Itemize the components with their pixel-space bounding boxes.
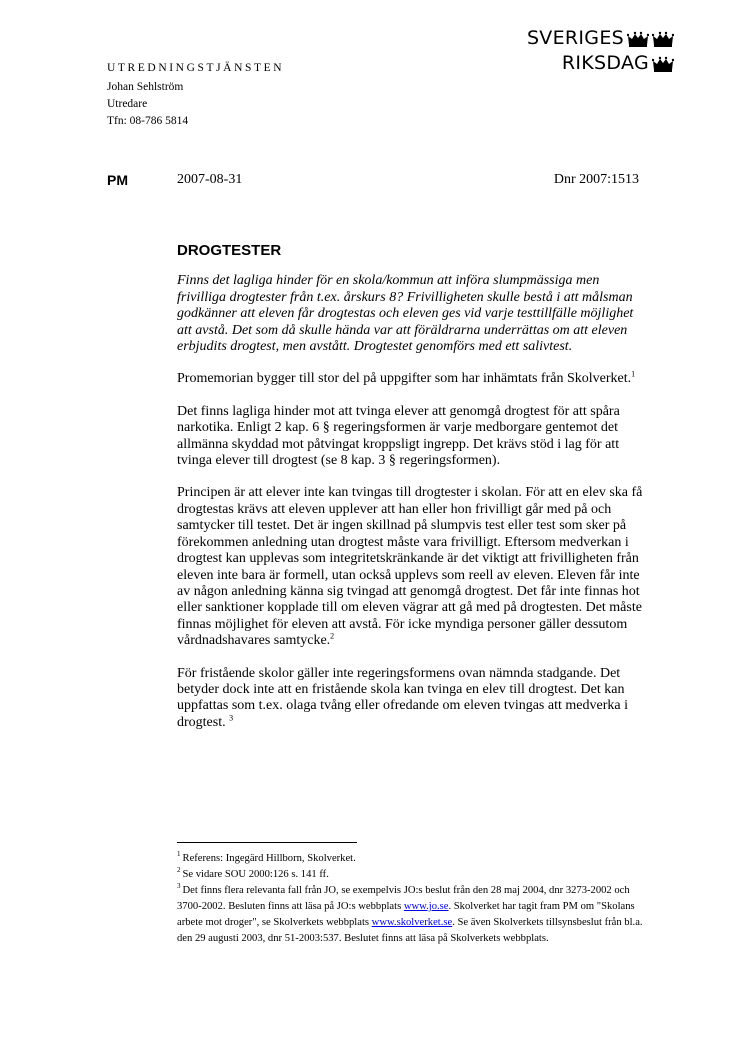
footnote-text: Det finns flera relevanta fall från JO, se exempelvis JO:s beslut från den 28 maj 2004, dnr 3273-2002 och 3700-2002. Besluten finns att läsa på JO:s webbplats: [177, 885, 630, 912]
footnote-ref[interactable]: 3: [229, 713, 234, 723]
author-role: Utredare: [107, 98, 148, 110]
footnote-3: [177, 883, 647, 947]
logo-text-sveriges: SVERIGES: [526, 27, 624, 49]
paragraph-text: Det finns lagliga hinder mot att tvinga elever att genomgå drogtest för att spåra narkotika. Enligt 2 kap. 6 § regeringsformen är varje medborgare gentemot det allmänna skyddad mot påtvingat kroppsligt ingrepp. Det krävs stöd i lag för att tvinga elever till drogtest (se 8 kap. 3 § regeringsformen).: [177, 403, 620, 469]
author-contact: [107, 79, 188, 130]
jo-website-link[interactable]: www.jo.se: [403, 901, 449, 912]
memo-body: [177, 243, 647, 747]
footnote-1: [177, 851, 647, 867]
footnote-text: . Se även Skolverkets tillsynsbeslut från bl.a. den 29 augusti 2003, dnr 51-2003:537. Beslutet finns att läsa på Skolverkets webbplats.: [177, 917, 643, 944]
paragraph-3: [177, 485, 647, 649]
memo-type-label: PM: [107, 172, 128, 188]
crown-icon: [652, 56, 674, 72]
footnotes: [177, 851, 647, 947]
footnote-number: 2: [177, 866, 181, 875]
logo-line-1: [527, 26, 674, 51]
skolverket-website-link[interactable]: www.skolverket.se: [371, 917, 453, 928]
crown-icon: [627, 31, 649, 47]
footnote-2: [177, 867, 647, 883]
footnote-text: Se vidare SOU 2000:126 s. 141 ff.: [182, 869, 329, 880]
memo-title: DROGTESTER: [177, 242, 282, 259]
logo-line-2: [527, 51, 674, 76]
paragraph-2: [177, 404, 647, 470]
footnote-ref[interactable]: 2: [330, 631, 335, 641]
memo-date: 2007-08-31: [177, 172, 243, 187]
footnote-ref[interactable]: 1: [631, 369, 636, 379]
paragraph-text: För fristående skolor gäller inte regeringsformens ovan nämnda stadgande. Det betyder dock inte att en fristående skola kan tvinga en elev till drogtest. Det kan uppfattas som t.ex. olaga tvång eller ofredande om eleven tvingas att medverka i drogtest.: [177, 665, 628, 730]
intro-question: Finns det lagliga hinder för en skola/kommun att införa slumpmässiga men frivilliga drogtester från t.ex. årskurs 8? Frivilligheten skulle bestå i att målsman godkänner att eleven får drogtestas och eleven ges vid varje testtillfälle möjlighet att avstå. Det som då skulle hända var att föräldrarna underrättas om att eleven erbjudits drogtest, men avstått. Drogtestet genomförs med ett salivtest.: [177, 273, 634, 355]
author-phone: Tfn: 08-786 5814: [107, 115, 189, 127]
memo-meta: [107, 172, 639, 192]
author-name: Johan Sehlström: [107, 81, 184, 93]
footnote-text: Referens: Ingegärd Hillborn, Skolverket.: [182, 853, 356, 864]
crown-icon: [652, 31, 674, 47]
footnote-number: 1: [177, 850, 181, 859]
riksdag-logo: [527, 26, 674, 76]
footnote-text: . Skolverket har tagit fram PM om "Skolans arbete mot droger", se Skolverkets webbplats: [177, 901, 635, 928]
logo-text-riksdag: RIKSDAG: [561, 52, 649, 74]
paragraph-4: [177, 666, 647, 732]
footnote-number: 3: [177, 882, 181, 891]
memo-dnr: Dnr 2007:1513: [553, 172, 639, 187]
department-name: UTREDNINGSTJÄNSTEN: [107, 62, 285, 74]
footnote-divider: [177, 842, 357, 843]
paragraph-text: Promemorian bygger till stor del på uppgifter som har inhämtats från Skolverket.: [177, 371, 632, 387]
paragraph-text: Principen är att elever inte kan tvingas till drogtester i skolan. För att en elev ska få drogtestas krävs att eleven upplever att han eller hon frivilligt går med på och samtycker till testet. Det är ingen skillnad på slumpvis test eller test som sker på förekommen anledning utan drogtest måste vara frivilligt. Eftersom medverkan i drogtest kan upplevas som integritetskränkande är det viktigt att frivilligheten från eleven inte bara är formell, utan också upplevs som reell av eleven. Eleven får inte av någon anledning känna sig tvingad att genomgå drogtest. Det får inte finnas hot eller sanktioner kopplade till om eleven vägrar att gå med på drogtesten. Det måste finnas möjlighet för eleven att avstå. För icke myndiga personer gäller dessutom vårdnadshavares samtycke.: [177, 485, 643, 649]
paragraph-1: [177, 371, 647, 387]
